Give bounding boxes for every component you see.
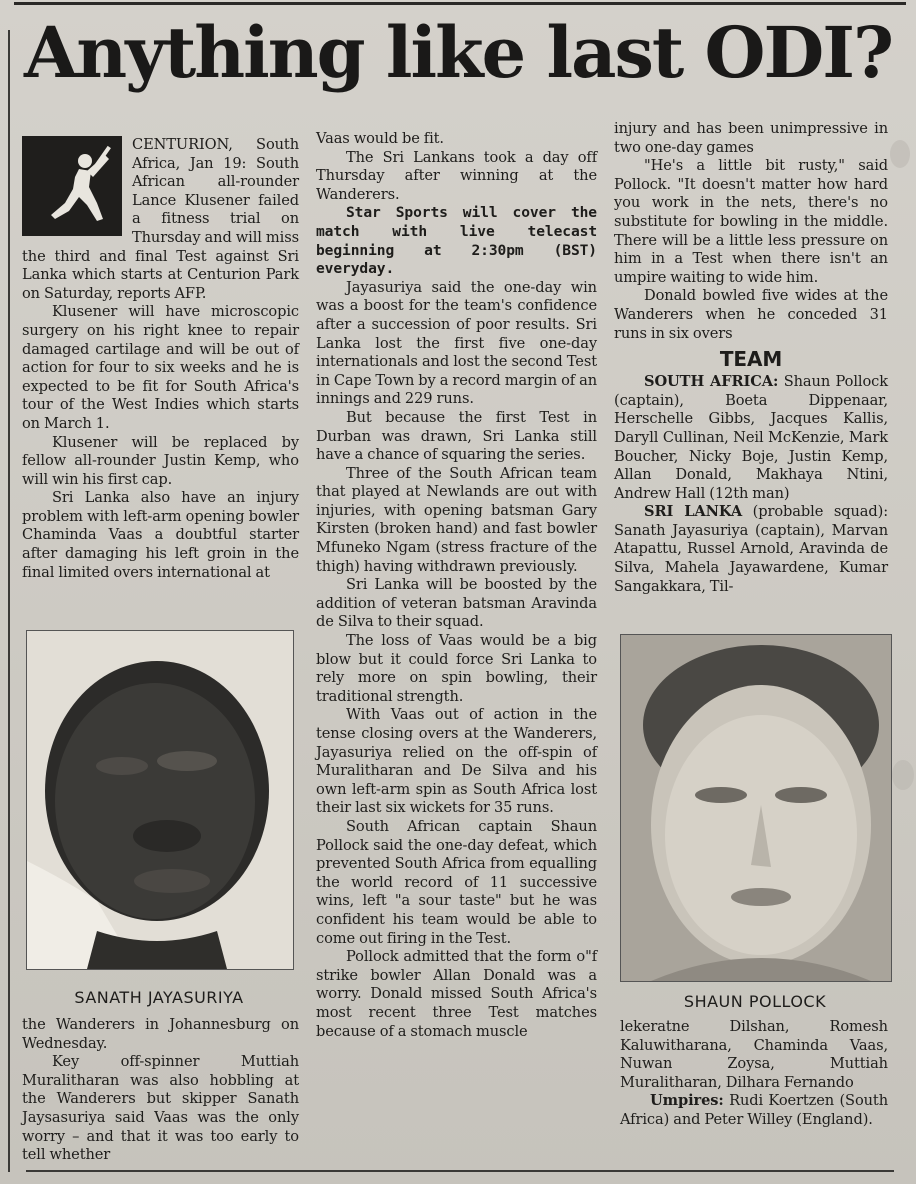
umpires-label: Umpires: [650,1092,724,1110]
paragraph: South African captain Shaun Pollock said the one-day defeat, which prevented South Africa from equalling the world record of 11 successive wins, left "a sour taste" but he was confident his team would be able to come out firing in the Test. [316,817,597,947]
left-rule [8,30,10,1172]
dateline-paragraph: CENTURION, South Africa, Jan 19: South African all-rounder Lance Klusener failed a fitness trial on Thursday and will miss the third and final Test against Sri Lanka which starts at Centurion Park on Saturday, reports AFP. [22,136,299,302]
paragraph: Sri Lanka also have an injury problem with left-arm opening bowler Chaminda Vaas a doubtful starter after damaging his left groin in the final limited overs international at [22,489,299,581]
headline: Anything like last ODI? [24,11,892,94]
team-heading: TEAM [719,347,783,372]
paragraph: Jayasuriya said the one-day win was a boost for the team's confidence after a succession of poor results. Sri Lanka lost the first five one-day internationals and lost the second Test in Cape Town by a record margin of an innings and 229 runs. [316,278,597,408]
photo-caption-right: SHAUN POLLOCK [683,992,827,1011]
paragraph: The loss of Vaas would be a big blow but it could force Sri Lanka to rely more on spin bowling, their traditional strength. [316,632,597,705]
paragraph: With Vaas out of action in the tense closing overs at the Wanderers, Jayasuriya relied on the off-spin of Muralitharan and De Silva and his own left-arm spin as South Africa lost their last six wickets for 35 runs. [316,706,597,817]
paragraph: But because the first Test in Durban was drawn, Sri Lanka still have a chance of squaring the series. [316,408,597,464]
article-column-2 [316,130,597,1041]
umpires-line [620,1092,888,1129]
paragraph: the Wanderers in Johannesburg on Wednesday. [22,1016,299,1052]
top-rule [14,2,906,5]
paragraph: Sri Lanka will be boosted by the addition of veteran batsman Aravinda de Silva to their squad. [316,576,597,631]
paragraph: injury and has been unimpressive in two one-day games [614,120,888,156]
paragraph: Klusener will be replaced by fellow all-rounder Justin Kemp, who will win his first cap. [22,433,299,488]
article-column-1 [22,136,299,582]
photo-shaun-pollock [620,634,892,982]
paragraph: Vaas would be fit. [316,130,444,147]
photo-sanath-jayasuriya [26,630,294,970]
south-africa-squad [614,373,888,503]
south-africa-label: SOUTH AFRICA: [644,373,779,391]
article-column-3-continued [620,1018,888,1130]
sri-lanka-players: (probable squad): Sanath Jayasuriya (captain), Marvan Atapattu, Russel Arnold, Aravinda de Silva, Mahela Jayawardene, Kumar Sangakkara, Til- [614,503,889,595]
south-africa-players: Shaun Pollock (captain), Boeta Dippenaar, Herschelle Gibbs, Jacques Kallis, Daryll Cullinan, Neil McKenzie, Mark Boucher, Nicky Boje, Justin Kemp, Allan Donald, Makhaya Ntini, Andrew Hall (12th man) [614,373,889,502]
paragraph: Klusener will have microscopic surgery on his right knee to repair damaged cartilage and will be out of action for four to six weeks and he is expected to be fit for South Africa's tour of the West Indies which starts on March 1. [22,303,299,432]
paper-smudge [890,140,910,168]
broadcast-notice: Star Sports will cover the match with live telecast beginning at 2:30pm (BST) everyday. [316,204,597,278]
paragraph: The Sri Lankans took a day off Thursday after winning at the Wanderers. [316,148,597,203]
photo-caption-left: SANATH JAYASURIYA [74,988,244,1007]
sri-lanka-label: SRI LANKA [644,503,743,521]
paragraph: Three of the South African team that played at Newlands are out with injuries, with opening batsman Gary Kirsten (broken hand) and fast bowler Mfuneko Ngam (stress fracture of the thigh) having withdrawn previously. [316,464,597,575]
sri-lanka-players-continued: lekeratne Dilshan, Romesh Kaluwitharana, Chaminda Vaas, Nuwan Zoysa, Muttiah Muralitharan, Dilhara Fernando [620,1018,888,1091]
paragraph: "He's a little bit rusty," said Pollock. "It doesn't matter how hard you work in the nets, there's no substitute for bowling in the middle. There will be a little less pressure on him in a Test when there isn't an umpire waiting to wide him. [614,157,888,286]
sri-lanka-squad [614,503,888,596]
paper-smudge [892,760,914,790]
article-column-3 [614,120,888,596]
paragraph: Key off-spinner Muttiah Muralitharan was also hobbling at the Wanderers but skipper Sanath Jaysasuriya said Vaas was the only worry – and that it was too early to tell whether [22,1053,299,1164]
paragraph: Donald bowled five wides at the Wanderers when he conceded 31 runs in six overs [614,287,888,342]
paragraph: Pollock admitted that the form o"f strike bowler Allan Donald was a worry. Donald missed South Africa's most recent three Test matches because of a stomach muscle [316,948,597,1040]
article-column-1-continued [22,1016,299,1165]
cricket-batsman-icon [22,136,122,236]
bottom-rule [26,1170,894,1172]
umpires-names: Rudi Koertzen (South Africa) and Peter Willey (England). [620,1092,888,1128]
